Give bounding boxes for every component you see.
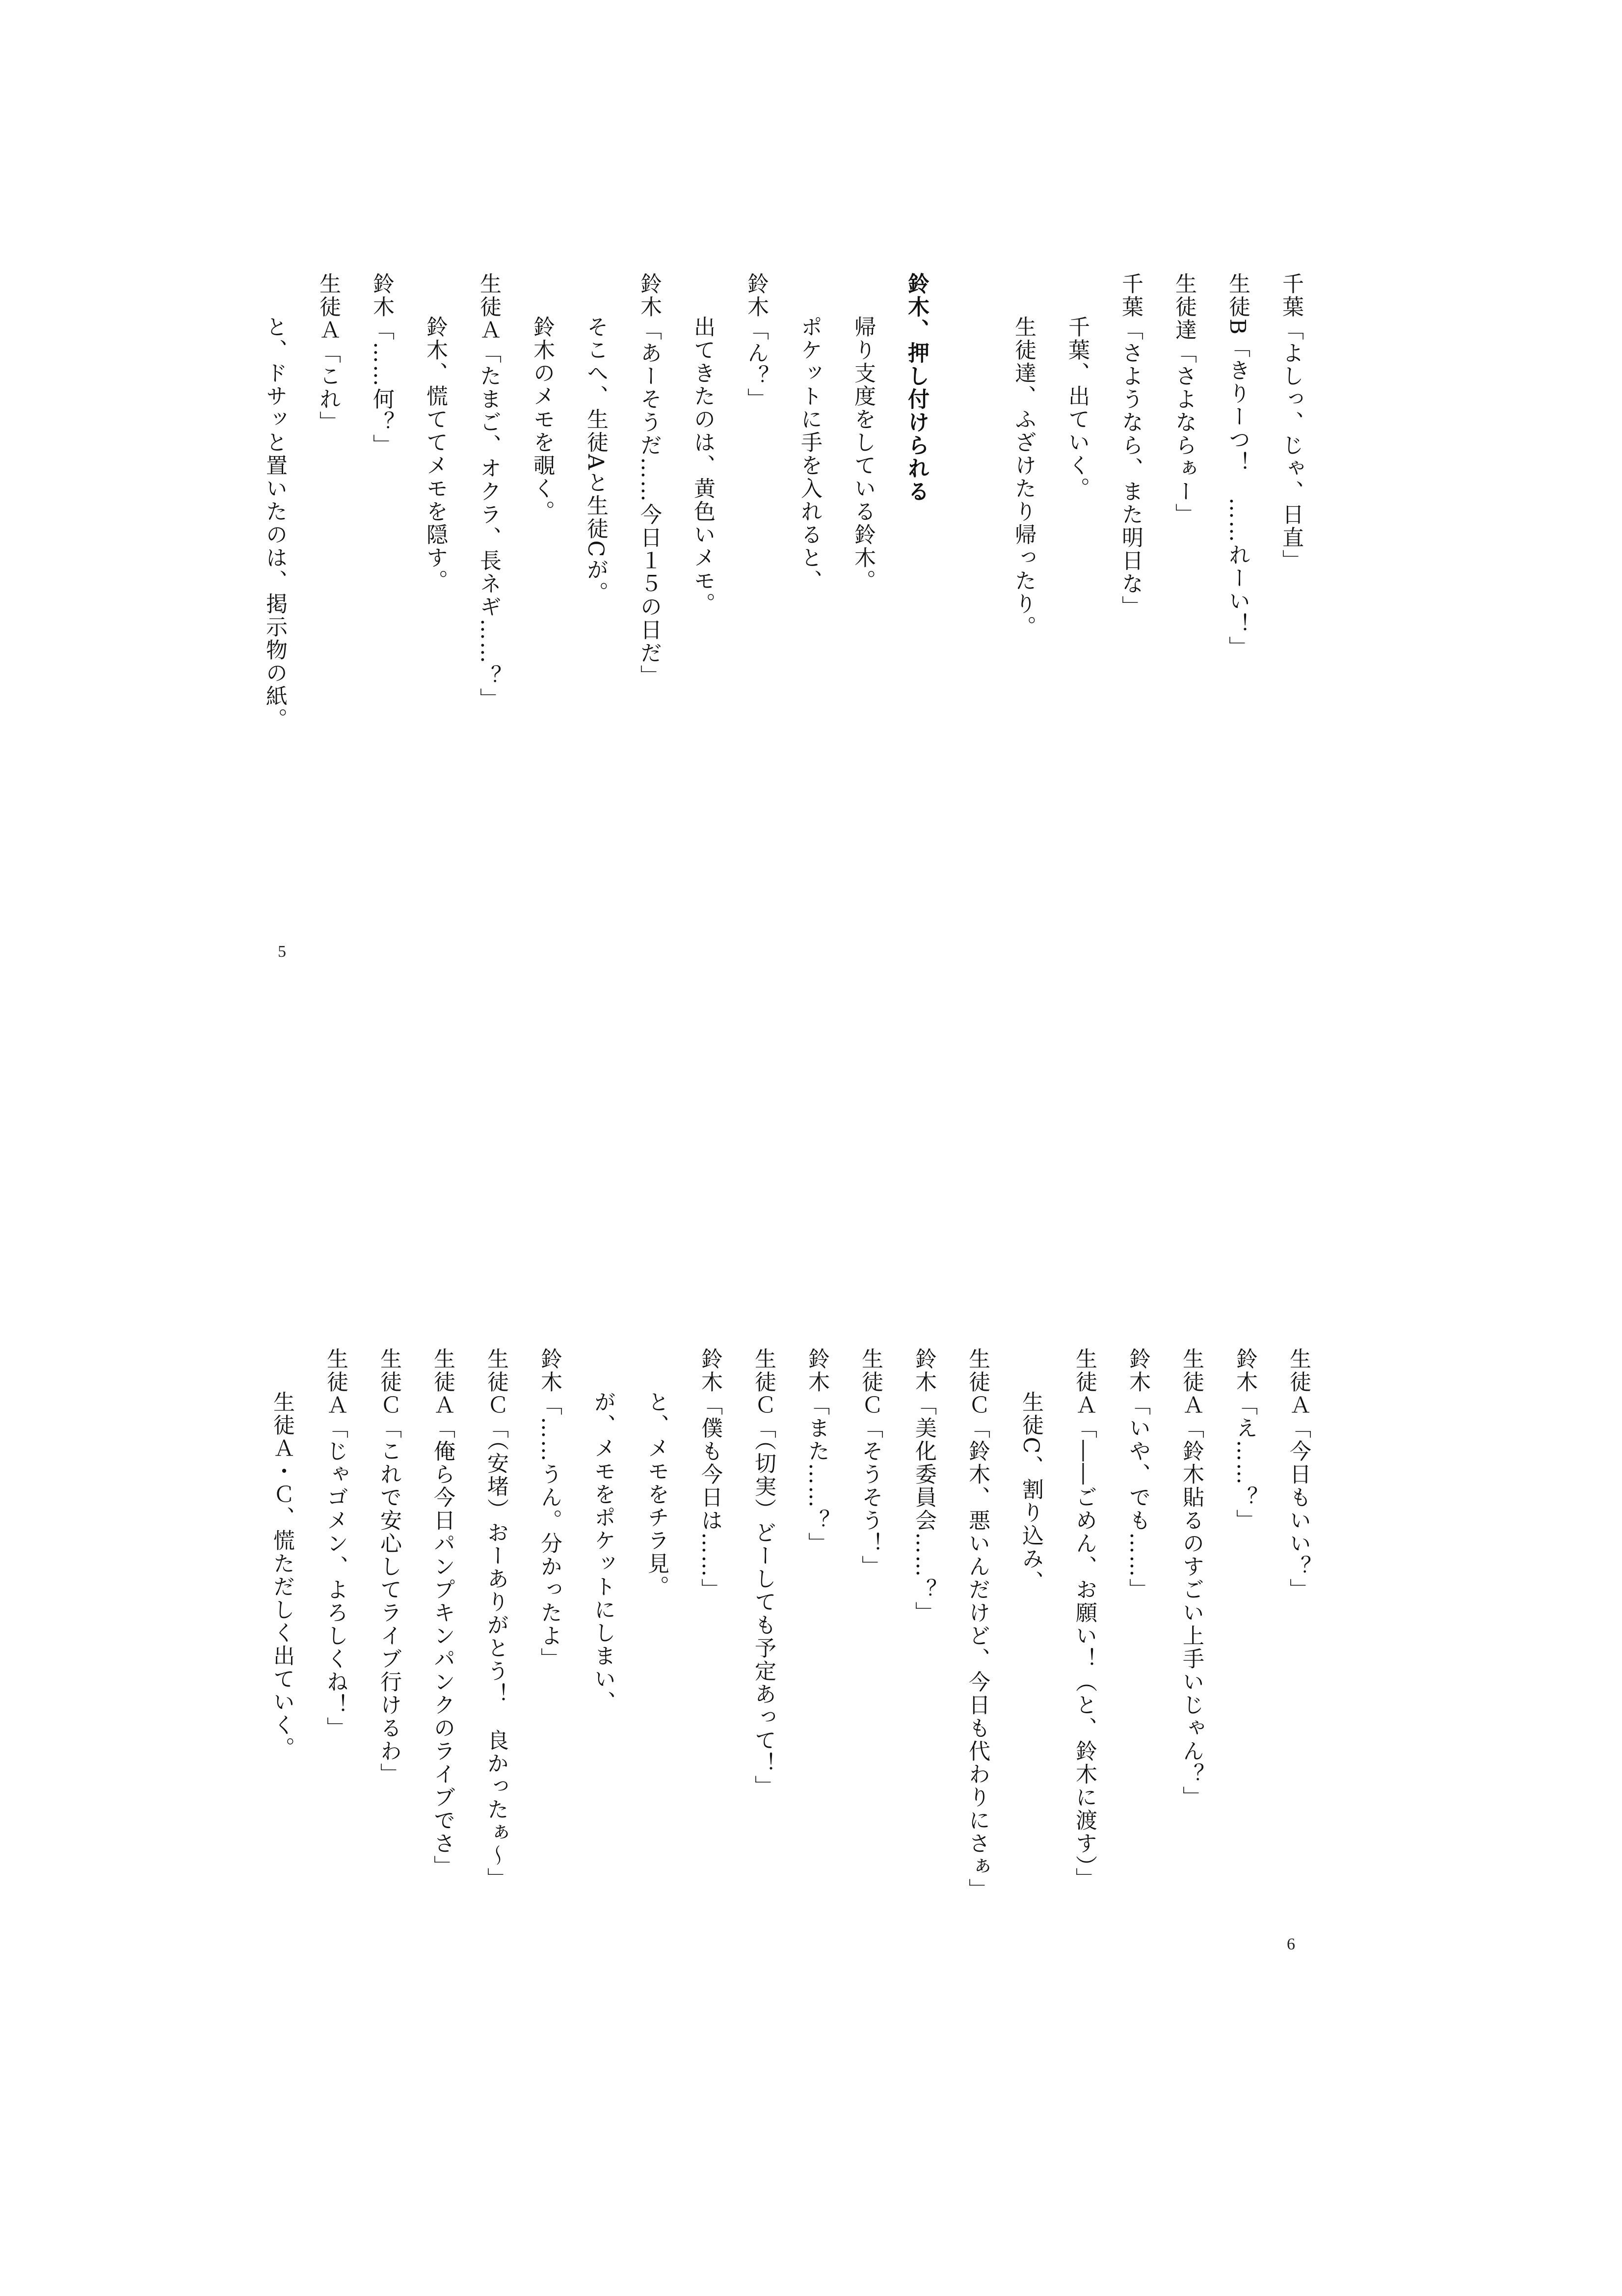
stage-direction-line: ポケットに手を入れると、 (797, 316, 822, 593)
dialogue-line: 鈴木「……何？」 (369, 272, 394, 457)
dialogue-line: 生徒Ａ「じゃゴメン、よろしくね！」 (323, 1348, 348, 1740)
dialogue-line: 生徒Ｃ「これで安心してライブ行けるわ」 (376, 1348, 401, 1786)
scene-heading: 鈴木、押し付けられる (904, 272, 929, 503)
dialogue-line: 千葉「さようなら、また明日な」 (1118, 272, 1143, 619)
dialogue-line: 生徒Ａ「たまご、オクラ、長ネギ……？」 (476, 272, 501, 711)
dialogue-line: 生徒達「さよならぁー」 (1171, 272, 1197, 526)
stage-direction-line: 生徒C、割り込み、 (1018, 1391, 1043, 1594)
dialogue-line: 鈴木「また……？」 (804, 1348, 829, 1555)
page-number: 6 (1287, 1935, 1295, 1953)
dialogue-line: 生徒Ａ「鈴木貼るのすごい上手いじゃん？」 (1179, 1348, 1204, 1809)
dialogue-line: 鈴木「ん？」 (744, 272, 769, 411)
dialogue-line: 生徒Ａ「これ」 (316, 272, 341, 434)
stage-direction-line: と、メモをチラ見。 (644, 1391, 669, 1598)
script-page-6 (0, 1148, 1622, 2296)
dialogue-line: 千葉「よしっ、じゃ、日直」 (1278, 272, 1303, 572)
stage-direction-line: が、メモをポケットにしまい、 (590, 1391, 615, 1714)
dialogue-line: 生徒Ａ「――ごめん、お願い！（と、鈴木に渡す）」 (1072, 1348, 1097, 1891)
stage-direction-line: 鈴木、慌ててメモを隠す。 (423, 316, 448, 593)
stage-direction-line: 千葉、出ていく。 (1064, 316, 1090, 500)
page-number: 5 (278, 943, 286, 961)
dialogue-line: 鈴木「美化委員会……？」 (911, 1348, 936, 1624)
dialogue-line: 鈴木「……うん。分かったよ」 (537, 1348, 562, 1671)
dialogue-line: 鈴木「僕も今日は……」 (697, 1348, 722, 1601)
script-text-column (248, 272, 1318, 812)
dialogue-line: 生徒Ｃ「鈴木、悪いんだけど、今日も代わりにさぁ」 (965, 1348, 990, 1901)
stage-direction-line: 鈴木のメモを覗く。 (530, 316, 555, 523)
dialogue-line: 生徒Ａ「今日もいい？」 (1286, 1348, 1311, 1601)
stage-direction-line: 帰り支度をしている鈴木。 (851, 316, 876, 593)
dialogue-line: 鈴木「いや、でも……」 (1125, 1348, 1150, 1601)
blank-line (943, 272, 997, 812)
stage-direction-line: そこへ、生徒Aと生徒Cが。 (583, 316, 608, 605)
dialogue-line: 鈴木「あーそうだ……今日１５の日だ」 (637, 272, 662, 688)
dialogue-line: 生徒Ｃ「そうそう！」 (858, 1348, 883, 1578)
dialogue-line: 生徒B「きりーつ！ ……れーい！」 (1225, 272, 1250, 659)
dialogue-line: 生徒Ｃ「（切実）どーしても予定あって！」 (751, 1348, 776, 1798)
stage-direction-line: と、ドサッと置いたのは、掲示物の紙。 (262, 316, 287, 731)
dialogue-line: 生徒Ｃ「（安堵）おーありがとう！ 良かったぁ〜」 (483, 1348, 508, 1891)
stage-direction-line: 出てきたのは、黄色いメモ。 (690, 316, 715, 616)
script-text-column (255, 1348, 1325, 1976)
dialogue-line: 鈴木「え……？」 (1232, 1348, 1257, 1532)
dialogue-line: 生徒Ａ「俺ら今日パンプキンパンクのライブでさ」 (430, 1348, 455, 1878)
stage-direction-line: 生徒達、ふざけたり帰ったり。 (1011, 316, 1036, 639)
stage-direction-line: 生徒Ａ・Ｃ、慌ただしく出ていく。 (269, 1391, 294, 1760)
